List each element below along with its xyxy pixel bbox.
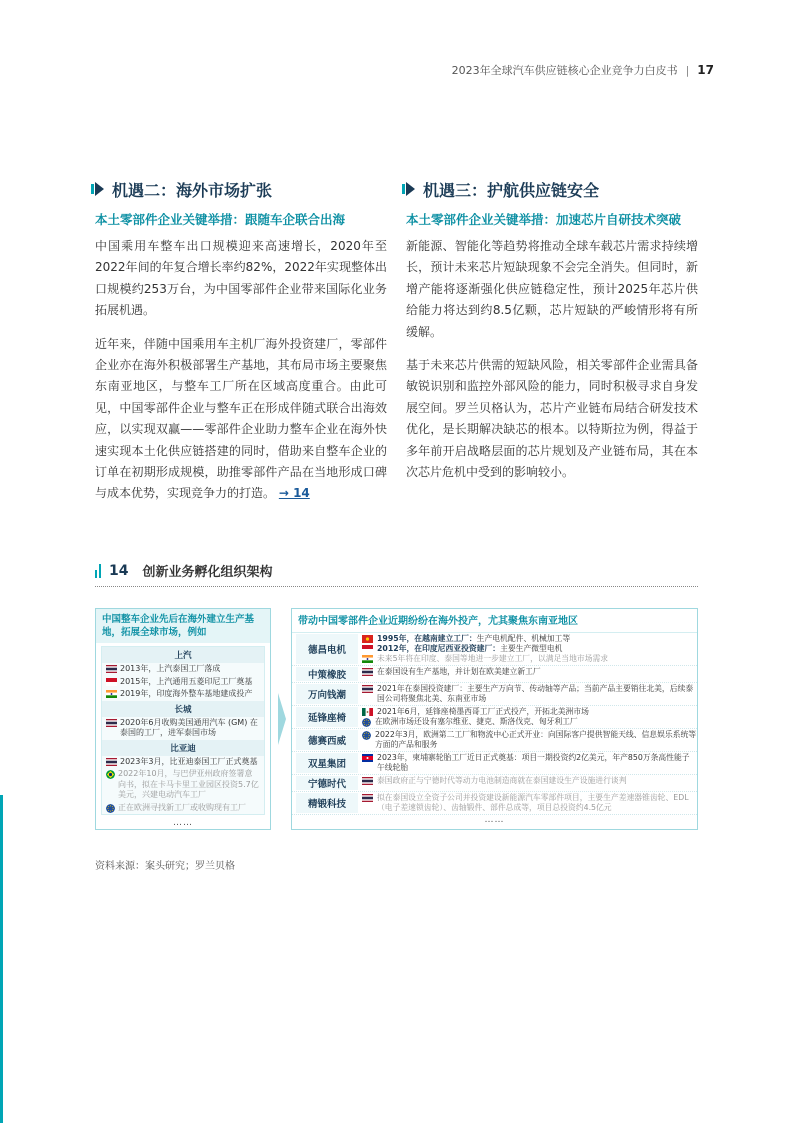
header-separator: | [685,63,690,77]
india-flag-icon [106,690,117,698]
supplier-event [362,776,697,786]
supplier-event-text: 在欧洲市场还设有塞尔维亚、捷克、斯洛伐克、匈牙利工厂 [375,717,578,726]
section-title-text: 机遇三：护航供应链安全 [423,180,600,200]
vietnam-flag-icon [362,635,373,643]
supplier-events [362,792,697,814]
thailand-flag-icon [106,719,117,727]
source-note: 资料来源：案头研究；罗兰贝格 [95,861,235,872]
supplier-name: 双星集团 [296,753,358,773]
oem-event-text: 2019年，印度海外整车基地建成投产 [120,689,253,698]
supplier-event-text: 拟在泰国设立全资子公司并投资建设新能源汽车零部件项目，主要生产差速器锥齿轮、EDL（电子差速锁齿轮）、齿轴锻件、部件总成等，项目总投资约4.5亿元 [377,793,689,812]
supplier-event [362,730,697,750]
figure-name: 创新业务孵化组织架构 [142,565,273,580]
supplier-name: 德昌电机 [296,634,358,664]
oem-event-text: 2020年6月收购美国通用汽车 (GM) 在泰国的工厂，进军泰国市场 [120,717,258,737]
supplier-event-text: 2022年3月，欧洲第二工厂和物流中心正式开业：向国际客户提供智能天线、信息娱乐系统等方面的产品和服务 [375,730,697,749]
thailand-flag-icon [362,685,373,693]
supplier-row [292,752,697,775]
oem-event-text: 2015年，上汽通用五菱印尼工厂奠基 [120,676,253,686]
section-title-text: 机遇二：海外市场扩张 [112,180,273,200]
mexico-flag-icon [362,708,373,716]
supplier-name: 宁德时代 [296,776,358,790]
oem-event [102,768,264,802]
oem-event [102,756,264,769]
supplier-event-text: 1995年，在越南建立工厂：生产电机配件、机械加工等 [377,634,571,643]
supplier-event [362,717,697,727]
cambodia-flag-icon [362,754,373,762]
supplier-events [362,706,697,728]
play-arrow-icon [95,182,104,196]
section-subhead: 本土零部件企业关键举措：跟随车企联合出海 [95,212,346,227]
thailand-flag-icon [362,794,373,802]
supplier-events [362,752,697,774]
supplier-event-text: 2021年在泰国投资建厂：主要生产万向节、传动轴等产品；当前产品主要销往北美，后续泰国公司将聚焦北美、东南亚市场 [377,684,694,703]
supplier-event-text: 在泰国设有生产基地，并计划在欧美建立新工厂 [377,667,541,676]
oem-event-text: 2013年，上汽泰国工厂落成 [120,664,221,673]
supplier-row [292,706,697,729]
eu-flag-icon [362,718,371,727]
supplier-name: 中策橡胶 [296,667,358,681]
section-overseas-expansion [95,178,387,517]
supplier-row [292,775,697,792]
supplier-events [362,683,697,705]
paragraph: 中国乘用车整车出口规模迎来高速增长，2020年至2022年间的年复合增长率约82%，2022年实现整体出口规模约253万台，为中国零部件企业带来国际化业务拓展机遇。 [95,239,387,318]
supplier-event-text: 未来5年将在印度、泰国等地进一步建立工厂，以满足当地市场需求 [377,654,609,663]
supplier-row [292,666,697,683]
paragraph-text: 近年来，伴随中国乘用车主机厂海外投资建厂，零部件企业亦在海外积极部署生产基地，其布局市场主要聚焦东南亚地区，与整车工厂所在区域高度重合。由此可见，中国零部件企业与整车正在形成伴随式联合出海效应，以实现双赢——零部件企业助力整车企业在海外快速实现本土化供应链搭建的同时，借助来自整车企业的订单在初期形成规模，助推零部件产品在当地形成口碑与成本优势，实现竞争力的打造。 [95,336,387,501]
supplier-events [362,666,697,682]
supplier-event [362,654,697,664]
oem-event-text: 2023年3月，比亚迪泰国工厂正式奠基 [120,756,258,766]
oem-group-title: 比亚迪 [102,740,264,756]
supplier-name: 万向钱潮 [296,684,358,704]
thailand-flag-icon [106,758,117,766]
brazil-flag-icon [106,770,115,779]
supplier-row [292,792,697,815]
supplier-event [362,634,697,644]
oem-event [102,688,264,701]
section-subhead: 本土零部件企业关键举措：加速芯片自研技术突破 [406,212,682,227]
oem-groups [101,646,265,815]
supplier-name: 德赛西威 [296,730,358,750]
supplier-event [362,644,697,654]
play-arrow-icon [406,182,415,196]
thailand-flag-icon [362,668,373,676]
supplier-panel [291,608,698,830]
indonesia-flag-icon [106,678,117,686]
supplier-row [292,729,697,752]
supplier-row [292,683,697,706]
supplier-panel-header: 带动中国零部件企业近期纷纷在海外投产，尤其聚焦东南亚地区 [292,609,697,633]
paragraph [95,334,387,505]
supplier-event [362,707,697,717]
page-header [452,62,714,78]
thailand-flag-icon [106,665,117,673]
supplier-event-text: 2023年，柬埔寨轮胎工厂近日正式奠基：项目一期投资约2亿美元，年产850万条高性能子午线轮胎 [377,753,690,772]
eu-flag-icon [106,804,115,813]
page-number: 17 [697,63,714,77]
flow-arrow-icon [276,608,288,830]
more-indicator: …… [173,818,193,828]
oem-panel [95,608,271,830]
more-indicator: …… [484,815,505,825]
supplier-event [362,753,697,773]
supplier-name: 精锻科技 [296,793,358,813]
section-title [406,178,698,200]
oem-event [102,663,264,676]
supplier-events [362,775,697,791]
figure-reference-link[interactable]: → 14 [278,486,310,501]
oem-event-text: 2022年10月，与巴伊亚州政府签署意向书，拟在卡马卡里工业园区投资5.7亿美元，兴建电动汽车工厂 [118,769,259,799]
supplier-event [362,667,697,677]
oem-event [102,676,264,689]
figure-divider [95,586,698,587]
oem-event [102,802,264,815]
supplier-event-text: 泰国政府正与宁德时代等动力电池制造商就在泰国建设生产设施进行谈判 [377,776,627,785]
indonesia-flag-icon [362,645,373,653]
thailand-flag-icon [362,777,373,785]
oem-group-title: 长城 [102,701,264,717]
section-title [95,178,387,200]
paragraph: 基于未来芯片供需的短缺风险，相关零部件企业需具备敏锐识别和监控外部风险的能力，同时积极寻求自身发展空间。罗兰贝格认为，芯片产业链布局结合研发技术优化，是长期解决缺芯的根本。以特斯拉为例，得益于多年前开启战略层面的芯片规划及产业链布局，其在本次芯片危机中受到的影响较小。 [406,358,698,480]
figure-title [95,561,698,580]
eu-flag-icon [362,731,371,740]
supplier-event-text: 2021年6月，延锋座椅墨西哥工厂正式投产，开拓北美洲市场 [377,707,589,716]
figure-number: 14 [109,562,129,579]
supplier-row [292,633,697,666]
india-flag-icon [362,655,373,663]
edge-accent-bar [0,795,3,1123]
oem-panel-header: 中国整车企业先后在海外建立生产基地，拓展全球市场，例如 [96,609,270,643]
supplier-rows [292,633,697,815]
supplier-event-text: 2012年，在印度尼西亚投资建厂：主要生产微型电机 [377,644,563,653]
supplier-event [362,793,697,813]
oem-group-title: 上汽 [102,647,264,663]
figure-bars-icon [95,564,101,578]
oem-event [102,717,264,740]
section-supply-chain-security [406,178,698,495]
oem-event-text: 正在欧洲寻找新工厂或收购现有工厂 [118,802,246,812]
supplier-events [362,633,697,665]
paragraph: 新能源、智能化等趋势将推动全球车载芯片需求持续增长，预计未来芯片短缺现象不会完全消失。但同时，新增产能将逐渐强化供应链稳定性，预计2025年芯片供给能力将达到约8.5亿颗，芯片短缺的严峻情形将有所缓解。 [406,239,698,339]
report-title: 2023年全球汽车供应链核心企业竞争力白皮书 [451,64,678,77]
supplier-event [362,684,697,704]
supplier-name: 延锋座椅 [296,707,358,727]
supplier-events [362,729,697,751]
